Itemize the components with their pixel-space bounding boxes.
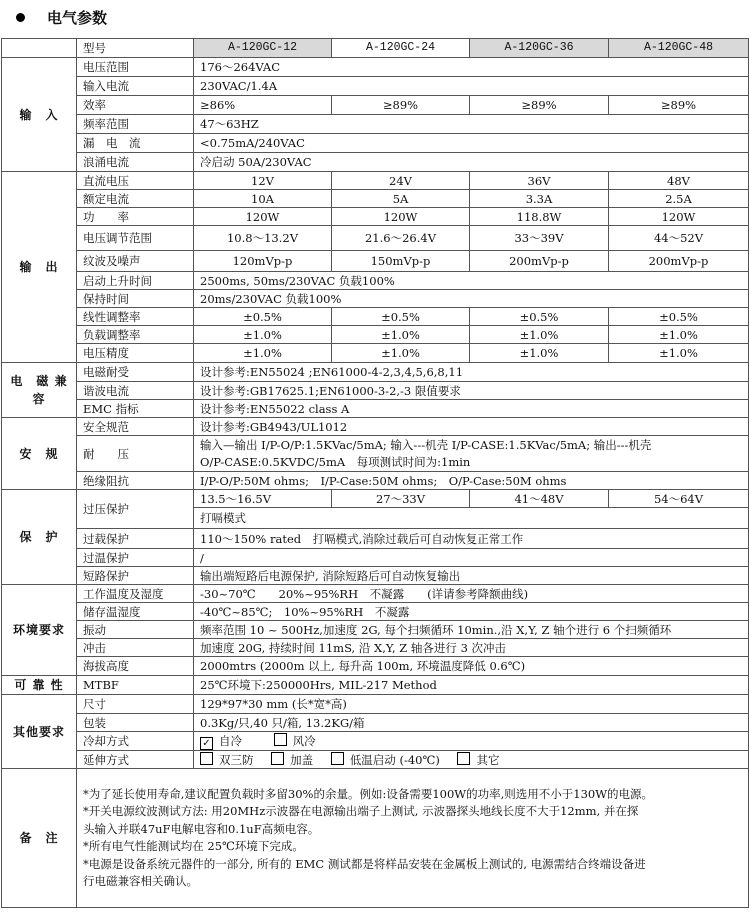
- shock-value: 加速度 20G, 持续时间 11mS, 沿 X,Y, Z 轴各进行 3 次冲击: [194, 639, 749, 657]
- frequency-value: 47～63HZ: [194, 115, 749, 134]
- rated-current-value: 5A: [332, 190, 470, 208]
- olp-value: 110～150% rated 打嗝模式,消除过载后可自动恢复正常工作: [194, 529, 749, 549]
- withstand-line-2: O/P-CASE:0.5KVDC/5mA 每项测试时间为:1min: [200, 454, 471, 469]
- line-reg-value: ±0.5%: [194, 308, 332, 326]
- insulation-label: 绝缘阻抗: [77, 472, 194, 490]
- mtbf-value: 25℃环境下:250000Hrs, MIL-217 Method: [194, 676, 749, 695]
- storage-temp-value: -40℃~85℃; 10%~95%RH 不凝露: [194, 603, 749, 621]
- safety-section: 安 规: [2, 418, 77, 490]
- harmonic-label: 谐波电流: [77, 382, 194, 400]
- efficiency-value: ≥89%: [332, 96, 470, 115]
- ovp-value: 41～48V: [470, 490, 609, 508]
- size-label: 尺寸: [77, 695, 194, 714]
- efficiency-value: ≥86%: [194, 96, 332, 115]
- cooling-options: [194, 732, 749, 751]
- accuracy-value: ±1.0%: [470, 344, 609, 363]
- withstand-label: 耐 压: [77, 436, 194, 472]
- accuracy-value: ±1.0%: [609, 344, 749, 363]
- page-title: 电气参数: [47, 8, 108, 27]
- altitude-value: 2000mtrs (2000m 以上, 每升高 100m, 环境温度降低 0.6℃): [194, 657, 749, 676]
- efficiency-value: ≥89%: [609, 96, 749, 115]
- note-line: 头输入并联47uF电解电容和0.1uF高频电容。: [83, 821, 320, 836]
- ripple-value: 150mVp-p: [332, 251, 470, 272]
- line-reg-value: ±0.5%: [609, 308, 749, 326]
- emc-index-value: 设计参考:EN55022 class A: [194, 400, 749, 418]
- power-label: 功 率: [77, 208, 194, 226]
- insulation-value: I/P-O/P:50M ohms; I/P-Case:50M ohms; O/P-Case:50M ohms: [194, 472, 749, 490]
- ovp-label: 过压保护: [77, 490, 194, 529]
- extension-option-3: 低温启动 (-40℃): [349, 753, 440, 767]
- note-line: *为了延长使用寿命,建议配置负载时多留30%的余量。例如:设备需要100W的功率,则选用不小于130W的电源。: [83, 786, 654, 801]
- output-section: 输 出: [2, 172, 77, 363]
- model-header-row: [2, 39, 749, 58]
- adj-range-value: 44～52V: [609, 226, 749, 251]
- accuracy-label: 电压精度: [77, 344, 194, 363]
- harmonic-value: 设计参考:GB17625.1;EN61000-3-2,-3 限值要求: [194, 382, 749, 400]
- mtbf-label: MTBF: [77, 676, 194, 695]
- power-value: 118.8W: [470, 208, 609, 226]
- cooling-label: 冷却方式: [77, 732, 194, 751]
- input-current-label: 输入电流: [77, 77, 194, 96]
- checkbox-empty-icon[interactable]: [271, 752, 284, 765]
- model-label: 型号: [77, 39, 194, 58]
- ripple-value: 200mVp-p: [609, 251, 749, 272]
- leakage-label: 漏 电 流: [77, 134, 194, 153]
- checkbox-empty-icon[interactable]: [200, 752, 213, 765]
- note-line: *电源是设备系统元器件的一部分, 所有的 EMC 测试都是将样品安装在金属板上测试的, 电源需结合终端设备进: [83, 856, 646, 871]
- notes-body: [77, 769, 749, 908]
- line-reg-label: 线性调整率: [77, 308, 194, 326]
- extension-option-4: 其它: [476, 753, 500, 767]
- olp-label: 过载保护: [77, 529, 194, 549]
- rated-current-value: 2.5A: [609, 190, 749, 208]
- vibration-label: 振动: [77, 621, 194, 639]
- emc-index-label: EMC 指标: [77, 400, 194, 418]
- size-value: 129*97*30 mm (长*宽*高): [194, 695, 749, 714]
- otp-value: /: [194, 549, 749, 567]
- inrush-label: 浪涌电流: [77, 153, 194, 172]
- input-section: 输 入: [2, 58, 77, 172]
- line-reg-value: ±0.5%: [470, 308, 609, 326]
- scp-value: 输出端短路后电源保护, 消除短路后可自动恢复输出: [194, 567, 749, 585]
- line-reg-value: ±0.5%: [332, 308, 470, 326]
- extension-option-1: 双三防: [219, 753, 254, 767]
- withstand-value: [194, 436, 749, 472]
- ovp-value: 13.5～16.5V: [194, 490, 332, 508]
- load-reg-value: ±1.0%: [194, 326, 332, 344]
- ripple-value: 200mVp-p: [470, 251, 609, 272]
- rated-current-label: 额定电流: [77, 190, 194, 208]
- load-reg-label: 负载调整率: [77, 326, 194, 344]
- blank-corner-cell: [2, 39, 77, 58]
- vibration-value: 频率范围 10 ~ 500Hz,加速度 2G, 每个扫频循环 10min.,沿 X,Y, Z 轴个进行 6 个扫频循环: [194, 621, 749, 639]
- cooling-option-fan: 风冷: [292, 733, 316, 748]
- checkbox-empty-icon[interactable]: [331, 752, 344, 765]
- model-1: A-120GC-12: [194, 39, 332, 58]
- extension-options: [194, 751, 749, 769]
- protection-section: 保 护: [2, 490, 77, 585]
- note-line: *开关电源纹波测试方法: 用20MHz示波器在电源输出端子上测试, 示波器探头地线长度不大于12mm, 并在探: [83, 804, 639, 818]
- dc-voltage-value: 12V: [194, 172, 332, 190]
- emc-section: 电 磁 兼 容: [2, 363, 77, 418]
- power-value: 120W: [609, 208, 749, 226]
- reliability-section: 可 靠 性: [2, 676, 77, 695]
- adj-range-label: 电压调节范围: [77, 226, 194, 251]
- withstand-line-1: 输入—输出 I/P-O/P:1.5KVac/5mA; 输入---机壳 I/P-CASE:1.5KVac/5mA; 输出---机壳: [200, 437, 652, 452]
- frequency-label: 频率范围: [77, 115, 194, 134]
- storage-temp-label: 储存温湿度: [77, 603, 194, 621]
- extension-label: 延伸方式: [77, 751, 194, 769]
- work-temp-value: -30~70℃ 20%~95%RH 不凝露 (详请参考降额曲线): [194, 585, 749, 603]
- power-value: 120W: [194, 208, 332, 226]
- emi-label: 电磁耐受: [77, 363, 194, 382]
- notes-section: 备 注: [2, 769, 77, 908]
- packing-label: 包装: [77, 714, 194, 732]
- checkbox-empty-icon[interactable]: [457, 752, 470, 765]
- load-reg-value: ±1.0%: [332, 326, 470, 344]
- inrush-value: 冷启动 50A/230VAC: [194, 153, 749, 172]
- dc-voltage-label: 直流电压: [77, 172, 194, 190]
- ovp-value: 54～64V: [609, 490, 749, 508]
- ripple-label: 纹波及噪声: [77, 251, 194, 272]
- rated-current-value: 10A: [194, 190, 332, 208]
- altitude-label: 海拔高度: [77, 657, 194, 676]
- other-section: 其他要求: [2, 695, 77, 769]
- power-value: 120W: [332, 208, 470, 226]
- dc-voltage-value: 36V: [470, 172, 609, 190]
- work-temp-label: 工作温度及湿度: [77, 585, 194, 603]
- safety-standard-label: 安全规范: [77, 418, 194, 436]
- model-3: A-120GC-36: [470, 39, 609, 58]
- dc-voltage-value: 24V: [332, 172, 470, 190]
- accuracy-value: ±1.0%: [194, 344, 332, 363]
- model-4: A-120GC-48: [609, 39, 749, 58]
- hold-time-value: 20ms/230VAC 负载100%: [194, 290, 749, 308]
- packing-value: 0.3Kg/只,40 只/箱, 13.2KG/箱: [194, 714, 749, 732]
- efficiency-value: ≥89%: [470, 96, 609, 115]
- load-reg-value: ±1.0%: [609, 326, 749, 344]
- safety-standard-value: 设计参考:GB4943/UL1012: [194, 418, 749, 436]
- hold-time-label: 保持时间: [77, 290, 194, 308]
- check-icon[interactable]: ✓: [200, 737, 213, 750]
- note-line: 行电磁兼容相关确认。: [83, 874, 198, 888]
- rise-time-value: 2500ms, 50ms/230VAC 负载100%: [194, 272, 749, 290]
- scp-label: 短路保护: [77, 567, 194, 585]
- extension-option-2: 加盖: [290, 753, 314, 767]
- voltage-range-value: 176～264VAC: [194, 58, 749, 77]
- note-line: *所有电气性能测试均在 25℃环境下完成。: [83, 839, 304, 853]
- cooling-option-self: 自冷: [219, 733, 242, 748]
- spec-table: [1, 38, 749, 908]
- adj-range-value: 21.6～26.4V: [332, 226, 470, 251]
- adj-range-value: 33～39V: [470, 226, 609, 251]
- section-header: [16, 6, 107, 28]
- voltage-range-label: 电压范围: [77, 58, 194, 77]
- otp-label: 过温保护: [77, 549, 194, 567]
- emi-value: 设计参考:EN55024 ;EN61000-4-2,3,4,5,6,8,11: [194, 363, 749, 382]
- model-2: A-120GC-24: [332, 39, 470, 58]
- leakage-value: <0.75mA/240VAC: [194, 134, 749, 153]
- dc-voltage-value: 48V: [609, 172, 749, 190]
- rated-current-value: 3.3A: [470, 190, 609, 208]
- accuracy-value: ±1.0%: [332, 344, 470, 363]
- shock-label: 冲击: [77, 639, 194, 657]
- rise-time-label: 启动上升时间: [77, 272, 194, 290]
- bullet-icon: [16, 13, 25, 22]
- checkbox-empty-icon[interactable]: [274, 733, 287, 746]
- ovp-value: 27～33V: [332, 490, 470, 508]
- ovp-mode: 打嗝模式: [194, 508, 749, 529]
- adj-range-value: 10.8～13.2V: [194, 226, 332, 251]
- load-reg-value: ±1.0%: [470, 326, 609, 344]
- input-current-value: 230VAC/1.4A: [194, 77, 749, 96]
- efficiency-label: 效率: [77, 96, 194, 115]
- ripple-value: 120mVp-p: [194, 251, 332, 272]
- environment-section: 环境要求: [2, 585, 77, 676]
